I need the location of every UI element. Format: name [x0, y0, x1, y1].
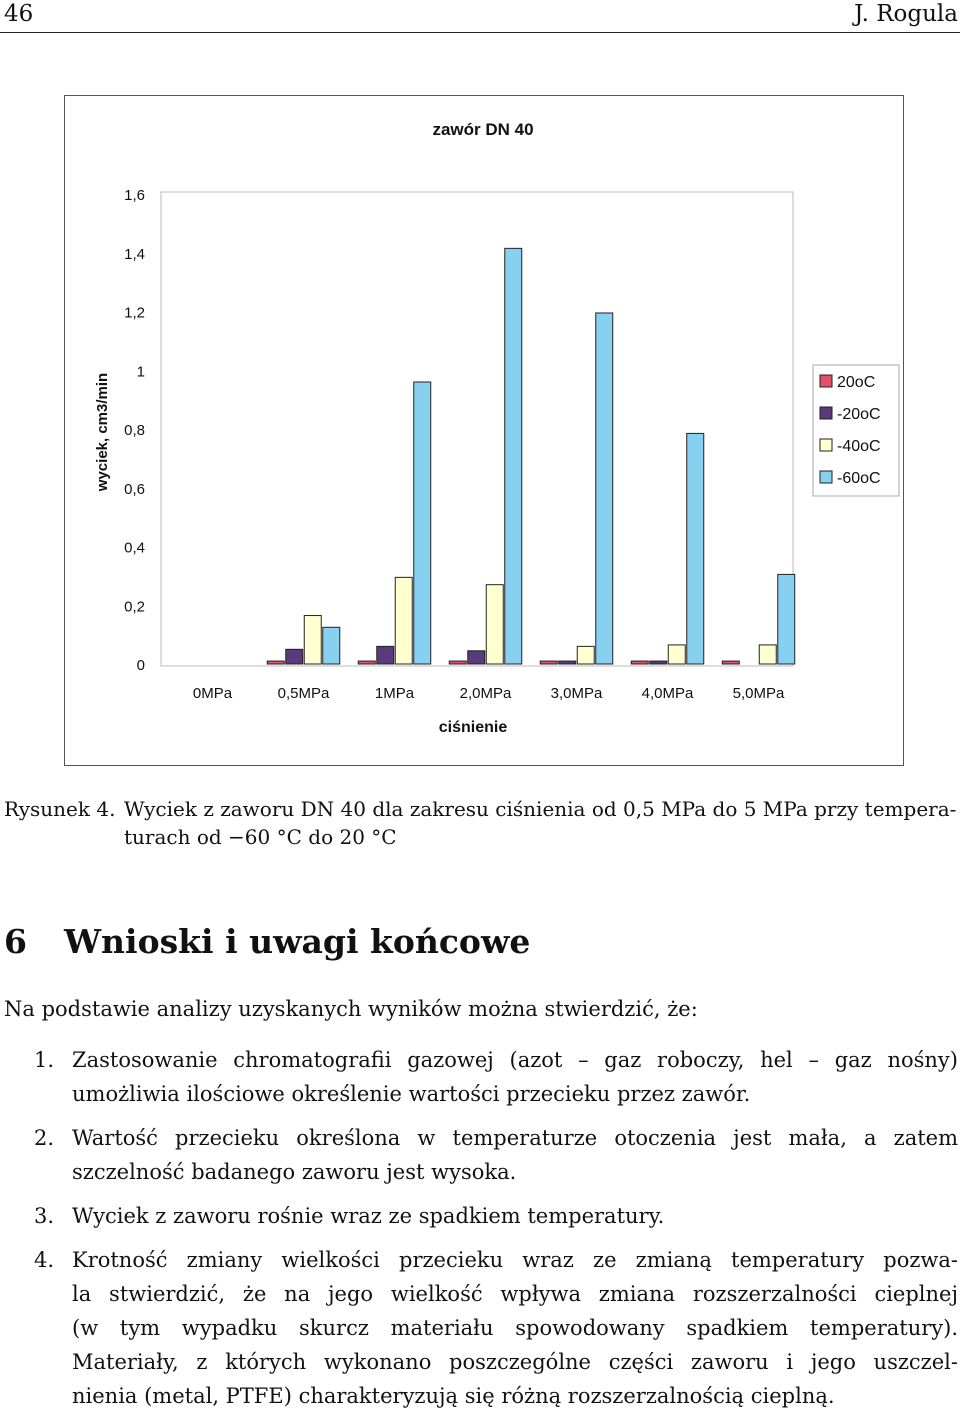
x-tick-label: 1MPa: [374, 685, 415, 702]
list-item: [4, 1199, 958, 1233]
x-tick-label: 0,5MPa: [277, 685, 330, 702]
caption-label: Rysunek 4.: [4, 797, 116, 821]
bar-chart: [65, 96, 905, 767]
y-tick-label: 1,2: [124, 304, 145, 322]
page-header: [0, 0, 960, 33]
figure-frame: [64, 95, 904, 766]
list-item-line: Wyciek z zaworu rośnie wraz ze spadkiem temperatury.: [72, 1204, 665, 1228]
x-axis-label: ciśnienie: [438, 719, 508, 736]
list-item-line: umożliwia ilościowe określenie wartości przecieku przez zawór.: [72, 1082, 751, 1106]
y-tick-label: 1: [136, 363, 145, 381]
y-tick-label: 0,4: [124, 539, 145, 557]
section-title: Wnioski i uwagi końcowe: [64, 922, 531, 961]
list-item-line: Materiały, z których wykonano poszczególne części zaworu i jego uszczel-: [72, 1350, 958, 1374]
legend-swatch: [820, 375, 832, 387]
legend-entry: -20oC: [837, 406, 881, 423]
list-marker: 3.: [34, 1204, 55, 1228]
intro-paragraph: Na podstawie analizy uzyskanych wyników można stwierdzić, że:: [4, 997, 698, 1021]
bar: [286, 649, 303, 664]
list-item-line: szczelność badanego zaworu jest wysoka.: [72, 1160, 517, 1184]
legend-swatch: [820, 471, 832, 483]
caption-text-line1: Wyciek z zaworu DN 40 dla zakresu ciśnienia od 0,5 MPa do 5 MPa przy tempera-: [124, 797, 957, 821]
x-tick-label: 5,0MPa: [732, 685, 785, 702]
caption-text-line2: turach od −60 °C do 20 °C: [124, 825, 397, 849]
bar: [486, 585, 503, 664]
legend-entry: -40oC: [837, 438, 881, 455]
list-item-line: Wartość przecieku określona w temperaturze otoczenia jest mała, a zatem: [72, 1126, 958, 1150]
conclusions-list: [4, 1043, 958, 1423]
bar: [596, 313, 613, 664]
list-marker: 4.: [34, 1248, 55, 1272]
list-item: [4, 1243, 958, 1413]
y-tick-label: 0,2: [124, 598, 145, 616]
list-item-line: Krotność zmiany wielkości przecieku wraz ze zmianą temperatury pozwa-: [72, 1248, 958, 1272]
y-tick-label: 1,6: [124, 187, 145, 204]
running-header-author: J. Rogula: [854, 1, 958, 27]
y-tick-label: 0: [136, 657, 145, 674]
x-tick-label: 0MPa: [192, 685, 233, 702]
chart-title: zawór DN 40: [432, 120, 534, 139]
bar: [559, 661, 576, 664]
bar: [540, 661, 557, 664]
bar: [377, 646, 394, 664]
x-tick-label: 2,0MPa: [459, 685, 512, 702]
bar: [687, 433, 704, 664]
section-heading: [4, 922, 530, 961]
y-axis-label: wyciek, cm3/min: [94, 372, 111, 492]
bar: [759, 645, 776, 664]
bar: [505, 248, 522, 664]
bar: [323, 627, 340, 664]
legend-swatch: [820, 439, 832, 451]
list-item-line: Zastosowanie chromatografii gazowej (azot – gaz roboczy, hel – gaz nośny): [72, 1048, 958, 1072]
bar: [449, 661, 466, 664]
legend-entry: -60oC: [837, 470, 881, 487]
bar: [395, 577, 412, 664]
bar: [778, 574, 795, 664]
figure-caption: [4, 795, 958, 851]
legend-entry: 20oC: [837, 374, 876, 391]
bar: [577, 646, 594, 664]
bar: [267, 661, 284, 664]
x-tick-label: 3,0MPa: [550, 685, 603, 702]
x-tick-label: 4,0MPa: [641, 685, 694, 702]
bar: [631, 661, 648, 664]
bar: [650, 661, 667, 664]
y-tick-label: 1,4: [124, 245, 145, 263]
list-item: [4, 1121, 958, 1189]
bar: [668, 645, 685, 664]
page-number: 46: [4, 1, 34, 27]
list-marker: 1.: [34, 1048, 55, 1072]
list-item: [4, 1043, 958, 1111]
bar: [414, 382, 431, 664]
legend-swatch: [820, 407, 832, 419]
bar: [468, 651, 485, 664]
bar: [304, 616, 321, 664]
list-item-line: la stwierdzić, że na jego wielkość wpływa zmiana rozszerzalności cieplnej: [72, 1282, 958, 1306]
list-marker: 2.: [34, 1126, 55, 1150]
y-tick-label: 0,8: [124, 422, 145, 439]
y-tick-label: 0,6: [124, 480, 145, 498]
section-number: 6: [4, 922, 27, 961]
list-item-line: (w tym wypadku skurcz materiału spowodowany spadkiem temperatury).: [72, 1316, 958, 1340]
bar: [722, 661, 739, 664]
list-item-line: nienia (metal, PTFE) charakteryzują się różną rozszerzalnością cieplną.: [72, 1384, 835, 1408]
bar: [358, 661, 375, 664]
